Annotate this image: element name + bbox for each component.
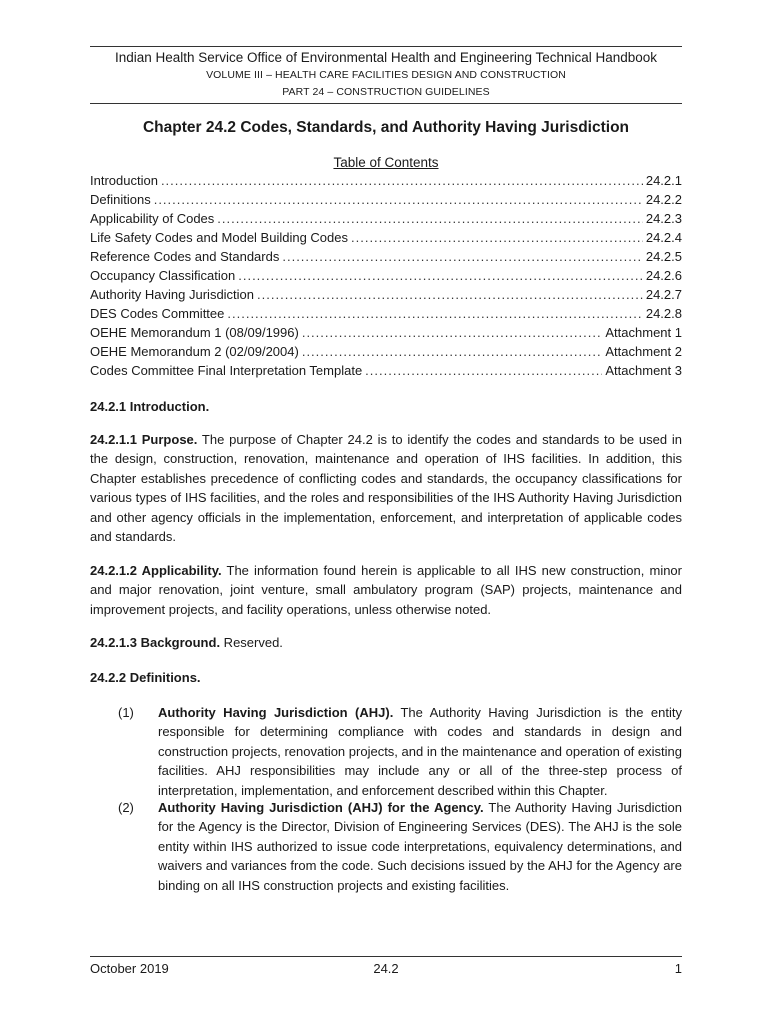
definition-item <box>90 703 682 800</box>
toc-entry-ref: 24.2.3 <box>645 211 682 226</box>
toc-entry[interactable] <box>90 249 682 268</box>
background-label: 24.2.1.3 Background. <box>90 635 221 650</box>
toc-entry-ref: 24.2.1 <box>645 173 682 188</box>
background-text: Reserved. <box>220 635 283 650</box>
toc-entry-label: Introduction <box>90 173 158 188</box>
toc-entry-ref: 24.2.5 <box>645 249 682 264</box>
toc-leader-dots <box>217 211 643 226</box>
toc-leader-dots <box>161 173 643 188</box>
applicability-text: The information found herein is applicable to all IHS new construction, minor and major renovation, joint venture, small ambulatory program (SAP) projects, maintenance and improvement projects, and facility operations, unless otherwise noted. <box>90 563 682 617</box>
toc-entry-label: Definitions <box>90 192 151 207</box>
toc-entry[interactable] <box>90 268 682 287</box>
toc-leader-dots <box>257 287 643 302</box>
definition-text: The Authority Having Jurisdiction is the entity responsible for determining compliance with codes and standards in design and construction projects, renovation projects, and in the maintenance and operation of existing facilities. AHJ responsibilities may include any or all of the three-step process of interpretation, implementation, and enforcement described within this Chapter. <box>158 705 682 798</box>
definitions-heading: 24.2.2 Definitions. <box>90 670 201 685</box>
toc-leader-dots <box>351 230 643 245</box>
definition-term: Authority Having Jurisdiction (AHJ). <box>158 705 394 720</box>
toc-entry[interactable] <box>90 173 682 192</box>
footer-section: 24.2 <box>373 961 399 976</box>
toc-leader-dots <box>302 325 603 340</box>
header-title: Indian Health Service Office of Environmental Health and Engineering Technical Handbook <box>114 50 658 65</box>
toc-entry-ref: 24.2.8 <box>645 306 682 321</box>
toc-entry[interactable] <box>90 287 682 306</box>
purpose-label: 24.2.1.1 Purpose. <box>90 432 198 447</box>
header-part: PART 24 – CONSTRUCTION GUIDELINES <box>282 86 490 98</box>
toc-entry-ref: 24.2.2 <box>645 192 682 207</box>
toc-entry-ref: Attachment 3 <box>605 363 682 378</box>
toc-entry-ref: 24.2.7 <box>645 287 682 302</box>
toc-entry-label: OEHE Memorandum 1 (08/09/1996) <box>90 325 299 340</box>
toc-entry[interactable] <box>90 344 682 363</box>
intro-heading: 24.2.1 Introduction. <box>90 399 210 414</box>
toc-entry[interactable] <box>90 306 682 325</box>
header-top-rule <box>90 46 682 47</box>
toc-entry-ref: Attachment 1 <box>605 325 682 340</box>
page-number: 1 <box>674 961 682 976</box>
toc-entry-ref: Attachment 2 <box>605 344 682 359</box>
footer-date: October 2019 <box>90 961 169 976</box>
footer-rule <box>90 956 682 957</box>
chapter-title: Chapter 24.2 Codes, Standards, and Authority Having Jurisdiction <box>142 119 630 136</box>
toc-entry[interactable] <box>90 325 682 344</box>
definition-body <box>158 798 682 895</box>
purpose-text: The purpose of Chapter 24.2 is to identify the codes and standards to be used in the design, construction, renovation, maintenance and operation of IHS facilities. In addition, this Chapter establishes precedence of conflicting codes and standards, the occupancy classifications for various types of IHS facilities, and the roles and responsibilities of the IHS Authority Having Jurisdiction and other agency officials in the implementation, enforcement, and interpretation of applicable codes and standards. <box>90 432 682 545</box>
toc-entry-label: DES Codes Committee <box>90 306 225 321</box>
toc-entry[interactable] <box>90 211 682 230</box>
toc-leader-dots <box>365 363 602 378</box>
definition-term: Authority Having Jurisdiction (AHJ) for the Agency. <box>158 800 484 815</box>
toc-entry-label: OEHE Memorandum 2 (02/09/2004) <box>90 344 299 359</box>
definition-body <box>158 703 682 800</box>
toc-entry-ref: 24.2.6 <box>645 268 682 283</box>
toc-entry-label: Applicability of Codes <box>90 211 215 226</box>
toc-entry[interactable] <box>90 192 682 211</box>
toc-title: Table of Contents <box>333 155 439 170</box>
table-of-contents <box>90 173 682 382</box>
applicability-paragraph <box>90 561 682 619</box>
toc-entry-label: Authority Having Jurisdiction <box>90 287 255 302</box>
background-paragraph <box>90 633 682 652</box>
definition-text: The Authority Having Jurisdiction for the Agency is the Director, Division of Engineering Services (DES). The AHJ is the sole entity within IHS authorized to issue code interpretations, equivalency determinations, and waivers and variances from the code. Such decisions issued by the AHJ for the Agency are binding on all IHS construction projects and existing facilities. <box>158 800 682 893</box>
purpose-paragraph <box>90 430 682 546</box>
applicability-label: 24.2.1.2 Applicability. <box>90 563 222 578</box>
toc-entry-label: Codes Committee Final Interpretation Template <box>90 363 363 378</box>
toc-leader-dots <box>154 192 643 207</box>
toc-entry[interactable] <box>90 363 682 382</box>
header-bottom-rule <box>90 103 682 104</box>
toc-leader-dots <box>302 344 603 359</box>
definition-item <box>90 798 682 895</box>
toc-leader-dots <box>238 268 643 283</box>
toc-entry-label: Occupancy Classification <box>90 268 236 283</box>
toc-entry-label: Reference Codes and Standards <box>90 249 280 264</box>
toc-leader-dots <box>282 249 642 264</box>
definition-number: (1) <box>118 705 134 720</box>
toc-entry-label: Life Safety Codes and Model Building Codes <box>90 230 348 245</box>
toc-entry-ref: 24.2.4 <box>645 230 682 245</box>
definition-number: (2) <box>118 800 134 815</box>
header-volume: VOLUME III – HEALTH CARE FACILITIES DESIGN AND CONSTRUCTION <box>206 69 566 81</box>
toc-leader-dots <box>227 306 642 321</box>
toc-entry[interactable] <box>90 230 682 249</box>
